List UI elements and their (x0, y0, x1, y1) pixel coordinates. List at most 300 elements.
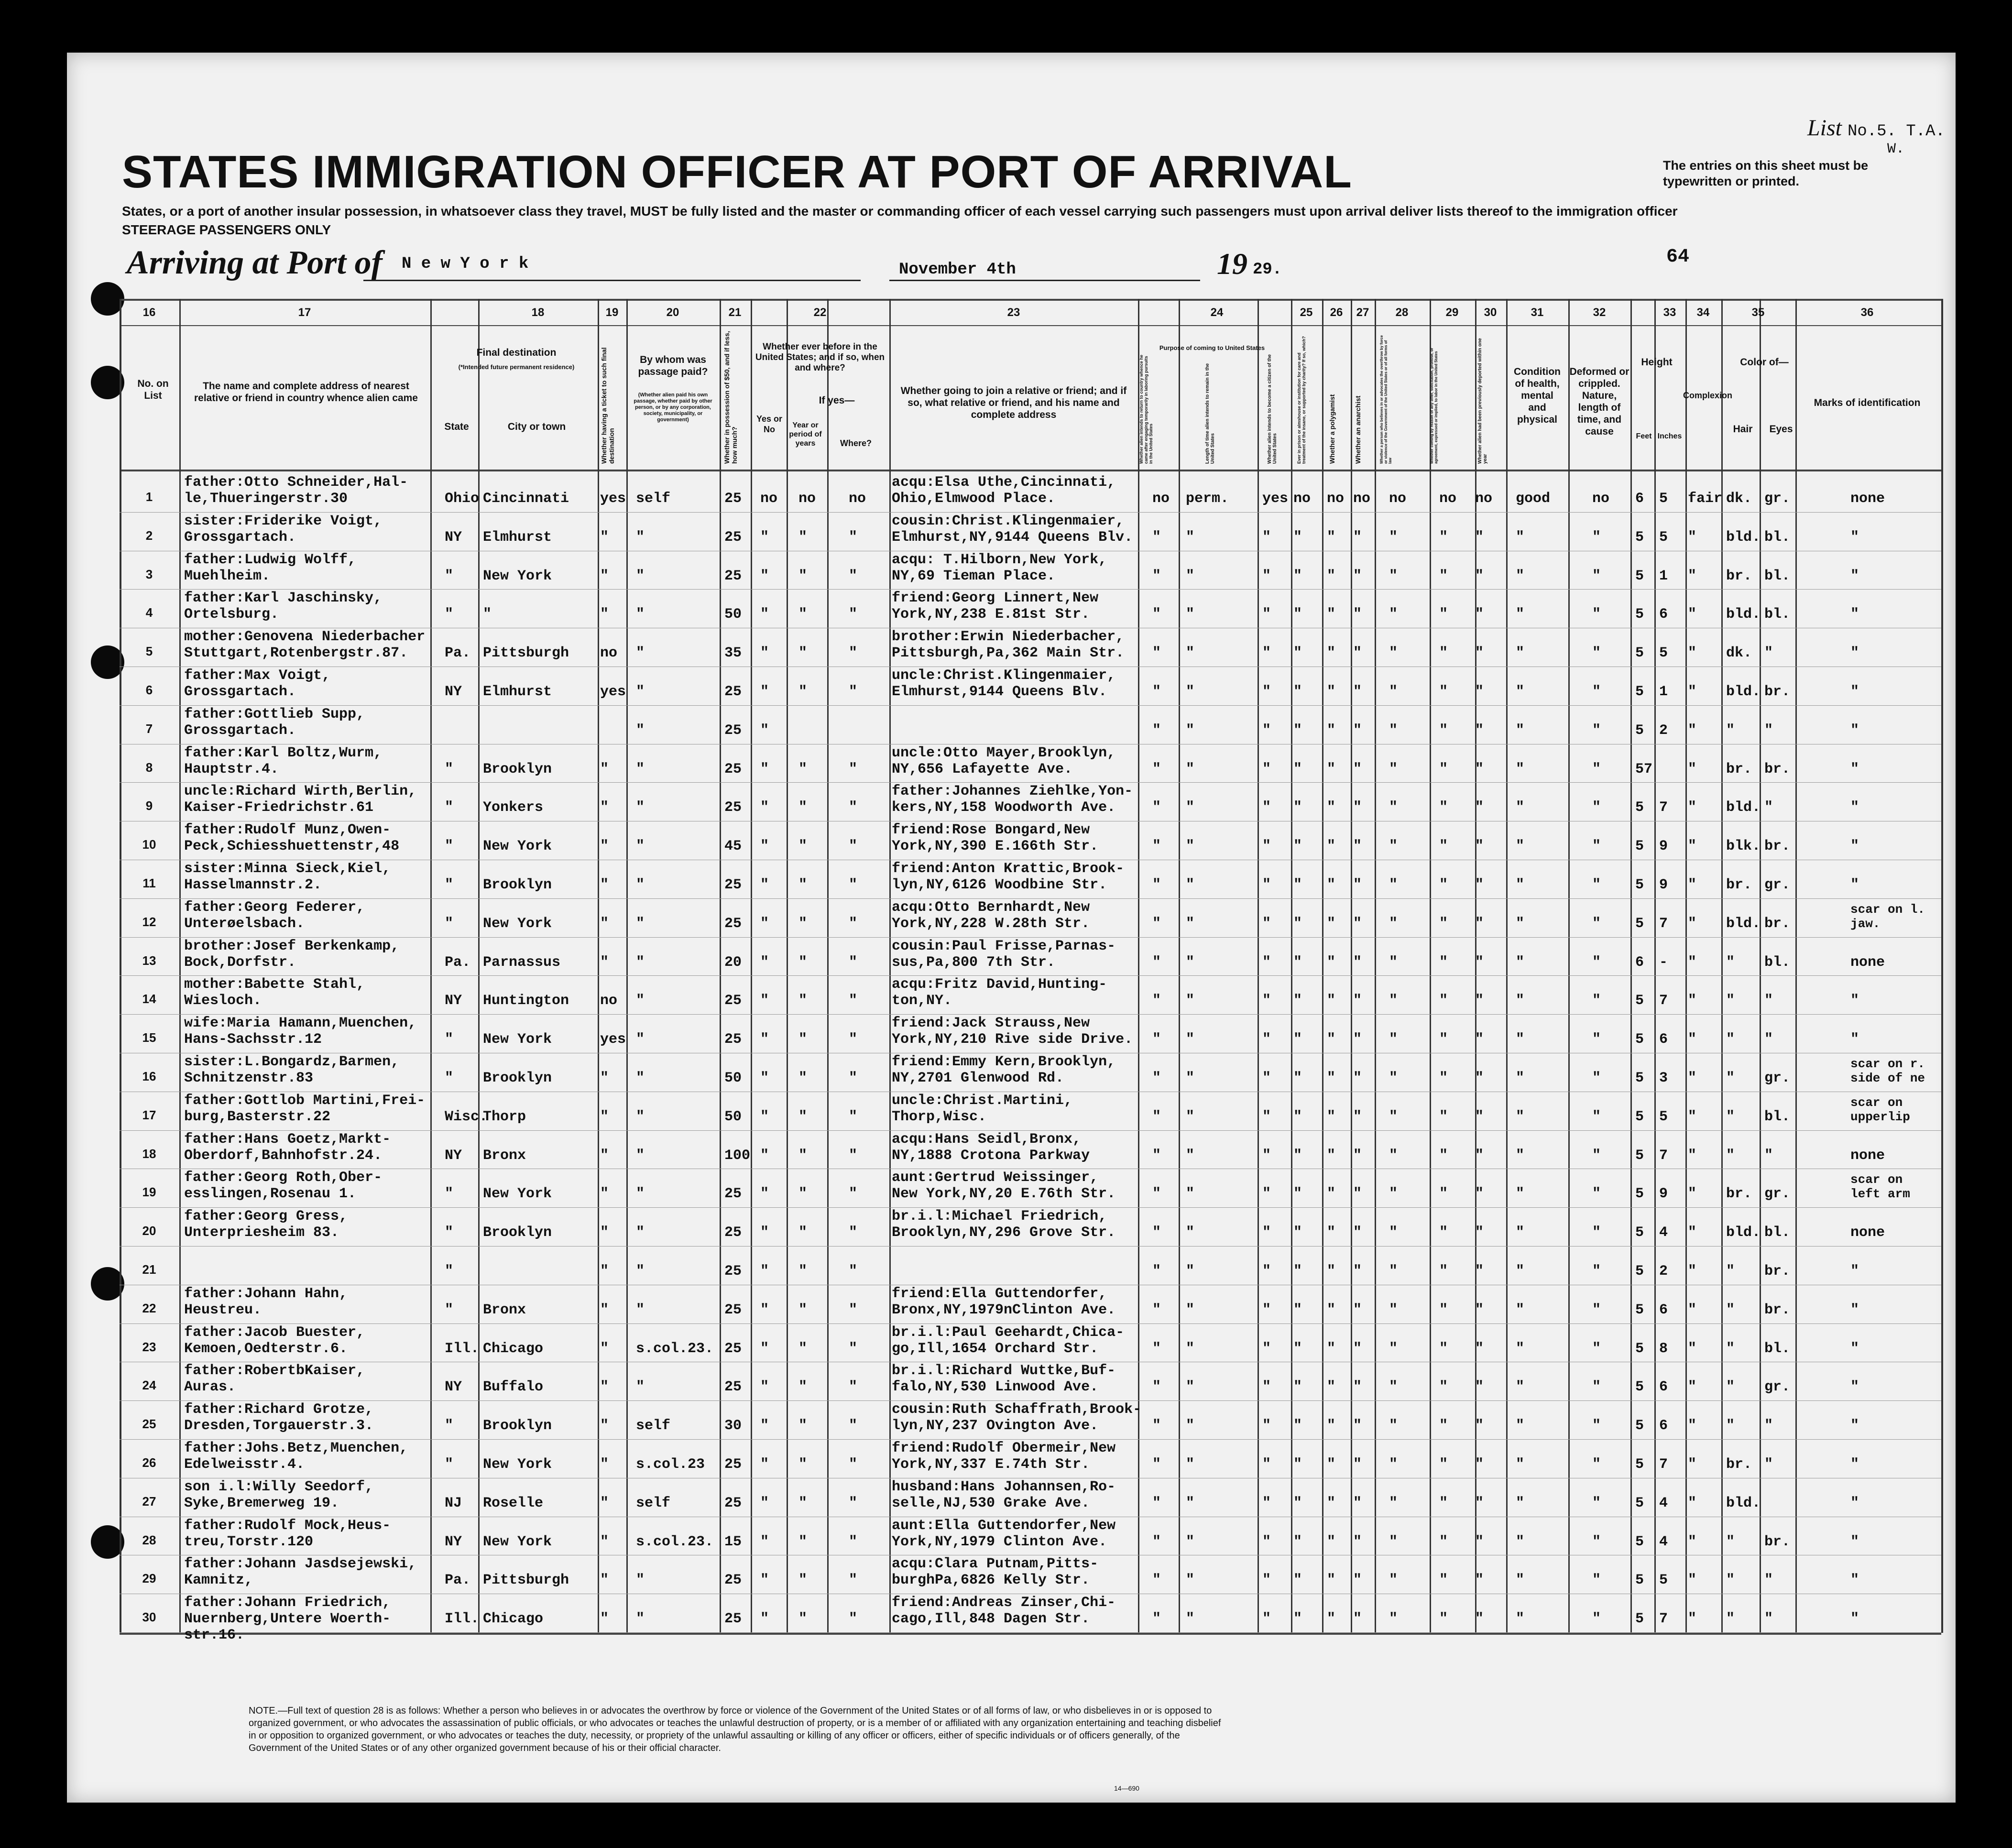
cell-ticket: " (600, 1533, 609, 1550)
cell-comp: " (1688, 1379, 1697, 1396)
cell-eyes: bl. (1764, 1340, 1791, 1357)
cell-p29: " (1439, 954, 1448, 971)
cell-ft: 6 (1635, 954, 1644, 971)
cell-ret: " (1152, 1572, 1161, 1589)
header-final-destination: Final destination (476, 347, 557, 358)
cell-p28: " (1389, 993, 1398, 1009)
column-line (598, 299, 599, 1633)
cell-join2: NY,656 Lafayette Ave. (892, 761, 1073, 777)
cell-cit: " (1262, 954, 1271, 971)
cell-marks: " (1850, 1031, 1859, 1048)
cell-hair: dk. (1726, 491, 1752, 507)
cell-in: 2 (1659, 722, 1668, 739)
cell-health: " (1516, 1263, 1525, 1279)
cell-join2: lyn,NY,237 Ovington Ave. (892, 1418, 1099, 1434)
cell-health: " (1516, 645, 1525, 662)
cell-city: Roselle (483, 1495, 544, 1511)
header-inches: Inches (1657, 432, 1682, 440)
cell-money: 50 (724, 1108, 742, 1125)
cell-city: Chicago (483, 1340, 544, 1357)
cell-p30: " (1475, 684, 1484, 700)
cell-p28: " (1389, 1340, 1398, 1357)
cell-p30: " (1475, 1031, 1484, 1048)
cell-join2: falo,NY,530 Linwood Ave. (892, 1379, 1099, 1396)
cell-join2: cago,Ill,848 Dagen Str. (892, 1611, 1090, 1628)
row-line (120, 1130, 1941, 1131)
cell-p25: " (1293, 1456, 1302, 1473)
cell-p29: " (1439, 838, 1448, 855)
cell-money: 25 (724, 1225, 742, 1241)
cell-p28: " (1389, 1070, 1398, 1086)
cell-p28: " (1389, 1495, 1398, 1511)
cell-p30: " (1475, 1572, 1484, 1589)
cell-p29: " (1439, 1340, 1448, 1357)
cell-comp: " (1688, 1418, 1697, 1434)
cell-eyes: " (1764, 1031, 1773, 1048)
cell-p25: " (1293, 1108, 1302, 1125)
cell-ft: 5 (1635, 799, 1644, 816)
cell-ft: 5 (1635, 1533, 1644, 1550)
cell-eyes: bl. (1764, 606, 1791, 623)
cell-join1: br.i.l:Michael Friedrich, (892, 1208, 1107, 1225)
row-number: 4 (145, 605, 153, 620)
cell-marks: " (1850, 1301, 1859, 1318)
cell-p30: " (1475, 1186, 1484, 1203)
cell-deform: " (1592, 568, 1601, 584)
column-number: 29 (1445, 306, 1459, 319)
cell-join1: cousin:Paul Frisse,Parnas- (892, 938, 1116, 954)
cell-year: " (798, 1225, 808, 1241)
cell-p26: " (1327, 1108, 1336, 1125)
cell-join1: br.i.l:Richard Wuttke,Buf- (892, 1363, 1116, 1379)
cell-city: Elmhurst (483, 529, 552, 546)
cell-state: NY (445, 529, 462, 546)
cell-join1: acqu:Clara Putnam,Pitts- (892, 1556, 1099, 1573)
cell-health: " (1516, 838, 1525, 855)
cell-where: " (849, 1379, 858, 1396)
cell-comp: " (1688, 1495, 1697, 1511)
cell-len: " (1186, 1495, 1195, 1511)
cell-p28: " (1389, 1186, 1398, 1203)
cell-deform: " (1592, 1031, 1601, 1048)
cell-p29: " (1439, 1263, 1448, 1279)
cell-p30: " (1475, 1301, 1484, 1318)
cell-p29: " (1439, 1572, 1448, 1589)
header-final-destination-note: (*Intended future permanent residence) (458, 363, 575, 371)
cell-eyes: " (1764, 1572, 1773, 1589)
cell-ticket: " (600, 915, 609, 932)
cell-year: " (798, 1495, 808, 1511)
cell-p25: " (1293, 915, 1302, 932)
cell-comp: " (1688, 799, 1697, 816)
list-value: No.5. T.A. (1847, 122, 1945, 141)
cell-where: " (849, 1301, 858, 1318)
cell-ft: 5 (1635, 1379, 1644, 1396)
cell-in: 6 (1659, 1301, 1668, 1318)
cell-money: 25 (724, 1495, 742, 1511)
header-health: Condition of health, mental and physical (1514, 366, 1561, 425)
cell-cit: " (1262, 1108, 1271, 1125)
cell-len: " (1186, 838, 1195, 855)
cell-hair: " (1726, 1031, 1735, 1048)
cell-where: " (849, 761, 858, 777)
cell-ret: " (1152, 1031, 1161, 1048)
cell-year: " (798, 1147, 808, 1164)
header-deported: Whether alien had been previously deported within one year (1477, 338, 1488, 464)
cell-yn: " (760, 606, 769, 623)
cell-rel2: Syke,Bremerweg 19. (184, 1495, 339, 1511)
cell-len: " (1186, 529, 1195, 546)
row-number: 26 (142, 1455, 156, 1470)
column-line (889, 299, 891, 1633)
cell-ft: 5 (1635, 529, 1644, 546)
cell-p29: " (1439, 1108, 1448, 1125)
row-number: 15 (142, 1030, 156, 1045)
cell-paid: self (636, 491, 671, 507)
cell-state: " (445, 799, 454, 816)
cell-rel1: uncle:Richard Wirth,Berlin, (184, 783, 417, 800)
cell-p25: " (1293, 877, 1302, 893)
cell-ret: " (1152, 1225, 1161, 1241)
cell-p27: " (1353, 1340, 1362, 1357)
cell-money: 45 (724, 838, 742, 855)
cell-len: " (1186, 1340, 1195, 1357)
cell-yn: " (760, 1031, 769, 1048)
cell-ft: 5 (1635, 1147, 1644, 1164)
cell-marks: scar on r. side of ne (1850, 1057, 1925, 1085)
cell-yn: " (760, 1108, 769, 1125)
cell-cit: " (1262, 1340, 1271, 1357)
cell-len: " (1186, 1225, 1195, 1241)
header-marks: Marks of identification (1814, 397, 1921, 408)
row-number: 12 (142, 914, 156, 929)
cell-where: " (849, 645, 858, 662)
cell-ret: " (1152, 799, 1161, 816)
cell-eyes: bl. (1764, 1108, 1791, 1125)
cell-ret: " (1152, 1301, 1161, 1318)
cell-yn: " (760, 1418, 769, 1434)
row-line (120, 975, 1941, 976)
cell-health: " (1516, 1186, 1525, 1203)
cell-paid: " (636, 1225, 645, 1241)
cell-p29: " (1439, 877, 1448, 893)
cell-paid: " (636, 1186, 645, 1203)
cell-p29: " (1439, 1533, 1448, 1550)
row-line (120, 589, 1941, 590)
cell-ft: 5 (1635, 1456, 1644, 1473)
cell-yn: " (760, 1379, 769, 1396)
cell-yn: " (760, 1572, 769, 1589)
cell-p29: " (1439, 1611, 1448, 1628)
cell-city: New York (483, 1031, 552, 1048)
cell-p30: " (1475, 1379, 1484, 1396)
cell-comp: " (1688, 1456, 1697, 1473)
cell-health: " (1516, 1340, 1525, 1357)
cell-p28: " (1389, 684, 1398, 700)
cell-len: " (1186, 915, 1195, 932)
cell-rel2: Grossgartach. (184, 529, 296, 546)
cell-year: " (798, 954, 808, 971)
cell-ft: 5 (1635, 1186, 1644, 1203)
cell-join1: acqu:Otto Bernhardt,New (892, 899, 1090, 916)
cell-eyes: br. (1764, 838, 1791, 855)
cell-p30: " (1475, 915, 1484, 932)
cell-deform: " (1592, 1456, 1601, 1473)
arriving-label: Arriving at Port of (127, 244, 383, 281)
cell-yn: " (760, 529, 769, 546)
cell-yn: " (760, 1070, 769, 1086)
cell-p28: " (1389, 1263, 1398, 1279)
cell-money: 25 (724, 1572, 742, 1589)
cell-cit: " (1262, 1533, 1271, 1550)
cell-p26: " (1327, 1186, 1336, 1203)
cell-rel2: Hans-Sachsstr.12 (184, 1031, 322, 1048)
cell-in: 3 (1659, 1070, 1668, 1086)
cell-money: 25 (724, 684, 742, 700)
cell-year: " (798, 1456, 808, 1473)
cell-health: " (1516, 1495, 1525, 1511)
cell-comp: " (1688, 1147, 1697, 1164)
steerage-label: STEERAGE PASSENGERS ONLY (122, 222, 331, 237)
cell-paid: s.col.23. (636, 1533, 714, 1550)
cell-where: " (849, 838, 858, 855)
cell-cit: " (1262, 1572, 1271, 1589)
cell-eyes: " (1764, 993, 1773, 1009)
cell-marks: scar on upperlip (1850, 1095, 1910, 1124)
cell-len: " (1186, 722, 1195, 739)
cell-deform: " (1592, 1070, 1601, 1086)
row-number: 7 (145, 721, 153, 736)
header-feet: Feet (1636, 432, 1652, 440)
cell-rel2: Hauptstr.4. (184, 761, 279, 777)
cell-ticket: " (600, 1263, 609, 1279)
cell-where: " (849, 1533, 858, 1550)
cell-p28: " (1389, 877, 1398, 893)
column-line (827, 299, 829, 1633)
cell-p27: " (1353, 761, 1362, 777)
cell-p30: " (1475, 1225, 1484, 1241)
cell-ft: 5 (1635, 1572, 1644, 1589)
cell-yn: " (760, 1495, 769, 1511)
cell-state: NY (445, 684, 462, 700)
cell-len: " (1186, 993, 1195, 1009)
cell-rel1: father:Ludwig Wolff, (184, 551, 357, 568)
cell-cit: " (1262, 799, 1271, 816)
cell-city: Elmhurst (483, 684, 552, 700)
cell-deform: " (1592, 1186, 1601, 1203)
column-line (787, 299, 788, 1633)
cell-deform: " (1592, 954, 1601, 971)
cell-rel2: Kaiser-Friedrichstr.61 (184, 799, 374, 816)
cell-p26: " (1327, 1495, 1336, 1511)
header-labor-offer: Whether coming by reason of any offer, solicitation, promise, or agreement, expressed or implied, to labor in the United States (1430, 348, 1438, 464)
row-line (120, 1246, 1941, 1247)
cell-p26: " (1327, 1263, 1336, 1279)
row-number: 17 (142, 1107, 156, 1122)
row-number: 3 (145, 567, 153, 581)
cell-deform: " (1592, 1340, 1601, 1357)
cell-join1: aunt:Gertrud Weissinger, (892, 1170, 1099, 1186)
cell-ft: 5 (1635, 568, 1644, 584)
cell-ret: " (1152, 684, 1161, 700)
cell-len: " (1186, 1301, 1195, 1318)
cell-paid: s.col.23 (636, 1456, 705, 1473)
cell-p25: " (1293, 684, 1302, 700)
cell-in: 9 (1659, 838, 1668, 855)
cell-len: " (1186, 1186, 1195, 1203)
cell-rel1: father:Johann Jasdsejewski, (184, 1556, 417, 1573)
cell-p26: " (1327, 1533, 1336, 1550)
cell-p30: " (1475, 1495, 1484, 1511)
cell-eyes: " (1764, 1418, 1773, 1434)
cell-rel1: father:Gottlieb Supp, (184, 706, 365, 722)
cell-p27: " (1353, 838, 1362, 855)
cell-state: NY (445, 1379, 462, 1396)
cell-city: Brooklyn (483, 1070, 552, 1086)
cell-p25: " (1293, 1147, 1302, 1164)
cell-len: " (1186, 1379, 1195, 1396)
cell-ret: " (1152, 954, 1161, 971)
cell-p28: " (1389, 799, 1398, 816)
cell-p27: " (1353, 1495, 1362, 1511)
cell-ft: 5 (1635, 1225, 1644, 1241)
column-line (1685, 299, 1687, 1633)
cell-p26: " (1327, 1418, 1336, 1434)
cell-state: Pa. (445, 1572, 471, 1589)
cell-p26: " (1327, 684, 1336, 700)
cell-cit: " (1262, 915, 1271, 932)
cell-join1: friend:Jack Strauss,New (892, 1015, 1090, 1032)
cell-in: 5 (1659, 529, 1668, 546)
cell-hair: bld. (1726, 915, 1761, 932)
cell-p30: " (1475, 1533, 1484, 1550)
cell-p26: " (1327, 1611, 1336, 1628)
cell-rel1: wife:Maria Hamann,Muenchen, (184, 1015, 417, 1032)
cell-rel2: Unterøelsbach. (184, 915, 305, 932)
cell-money: 35 (724, 645, 742, 662)
cell-p29: " (1439, 1379, 1448, 1396)
cell-year: " (798, 606, 808, 623)
column-number: 20 (666, 306, 679, 319)
cell-hair: br. (1726, 761, 1752, 777)
cell-state: " (445, 877, 454, 893)
cell-p26: " (1327, 1301, 1336, 1318)
cell-paid: " (636, 954, 645, 971)
cell-p28: " (1389, 529, 1398, 546)
cell-p30: " (1475, 761, 1484, 777)
cell-marks: none (1850, 954, 1885, 971)
cell-state: Pa. (445, 954, 471, 971)
column-number: 21 (728, 306, 742, 319)
cell-state: Pa. (445, 645, 471, 662)
header-no-on-list: No. on List (137, 378, 169, 401)
cell-p25: no (1293, 491, 1311, 507)
cell-p26: " (1327, 1456, 1336, 1473)
cell-p27: " (1353, 1031, 1362, 1048)
cell-rel2: Auras. (184, 1379, 236, 1396)
cell-join2: York,NY,337 E.74th Str. (892, 1456, 1090, 1473)
cell-ret: " (1152, 529, 1161, 546)
header-ifyes: If yes— (819, 395, 855, 406)
cell-p25: " (1293, 1186, 1302, 1203)
header-money: Whether in possession of $50, and if less, how much? (723, 331, 738, 464)
cell-join1: friend:Georg Linnert,New (892, 590, 1099, 607)
cell-p30: " (1475, 645, 1484, 662)
cell-p30: " (1475, 799, 1484, 816)
cell-year: " (798, 761, 808, 777)
row-number: 8 (145, 760, 153, 775)
cell-rel2: esslingen,Rosenau 1. (184, 1186, 357, 1203)
cell-p30: " (1475, 722, 1484, 739)
cell-cit: " (1262, 761, 1271, 777)
row-number: 16 (142, 1069, 156, 1083)
cell-rel1: son i.l:Willy Seedorf, (184, 1478, 374, 1495)
cell-hair: " (1726, 1301, 1735, 1318)
cell-marks: " (1850, 1611, 1859, 1628)
header-return: Whether alien intends to return to country whence he came after engaging temporarily in laboring pursuits in the United States (1139, 354, 1153, 464)
cell-comp: " (1688, 993, 1697, 1009)
cell-city: Brooklyn (483, 1225, 552, 1241)
cell-eyes: br. (1764, 1533, 1791, 1550)
cell-join1: uncle:Christ.Martini, (892, 1092, 1073, 1109)
cell-p25: " (1293, 1495, 1302, 1511)
cell-p26: " (1327, 606, 1336, 623)
cell-join2: York,NY,238 E.81st Str. (892, 606, 1090, 623)
cell-join1: aunt:Ella Guttendorfer,New (892, 1517, 1116, 1534)
cell-state: Ohio (445, 491, 480, 507)
column-line (751, 299, 752, 1633)
year-suffix: 29. (1253, 261, 1282, 279)
cell-in: 1 (1659, 568, 1668, 584)
cell-join1: acqu:Hans Seidl,Bronx, (892, 1131, 1082, 1148)
cell-city: Brooklyn (483, 877, 552, 893)
cell-len: " (1186, 1533, 1195, 1550)
cell-p30: " (1475, 1263, 1484, 1279)
cell-len: " (1186, 606, 1195, 623)
column-line (1179, 299, 1180, 1633)
cell-p27: " (1353, 1418, 1362, 1434)
cell-p30: " (1475, 993, 1484, 1009)
cell-join2: York,NY,1979 Clinton Ave. (892, 1533, 1107, 1550)
cell-p26: " (1327, 529, 1336, 546)
cell-p28: " (1389, 1147, 1398, 1164)
cell-paid: " (636, 799, 645, 816)
column-number: 18 (531, 306, 545, 319)
cell-year: " (798, 915, 808, 932)
cell-money: 25 (724, 529, 742, 546)
cell-join1: br.i.l:Paul Geehardt,Chica- (892, 1324, 1125, 1341)
cell-p27: " (1353, 915, 1362, 932)
cell-health: " (1516, 993, 1525, 1009)
cell-ticket: " (600, 1611, 609, 1628)
cell-eyes: " (1764, 1611, 1773, 1628)
column-line (1351, 299, 1352, 1633)
cell-hair: " (1726, 722, 1735, 739)
cell-year: " (798, 1108, 808, 1125)
cell-p30: " (1475, 568, 1484, 584)
cell-city: New York (483, 838, 552, 855)
cell-ret: " (1152, 1070, 1161, 1086)
cell-rel2: Hasselmannstr.2. (184, 877, 322, 893)
cell-state: NJ (445, 1495, 462, 1511)
cell-p25: " (1293, 568, 1302, 584)
column-line (1654, 299, 1656, 1633)
column-number: 36 (1860, 306, 1874, 319)
header-anarchist: Whether an anarchist (1354, 395, 1362, 464)
cell-city: Buffalo (483, 1379, 544, 1396)
cell-rel1: father:Karl Boltz,Wurm, (184, 744, 383, 761)
cell-ft: 5 (1635, 1418, 1644, 1434)
